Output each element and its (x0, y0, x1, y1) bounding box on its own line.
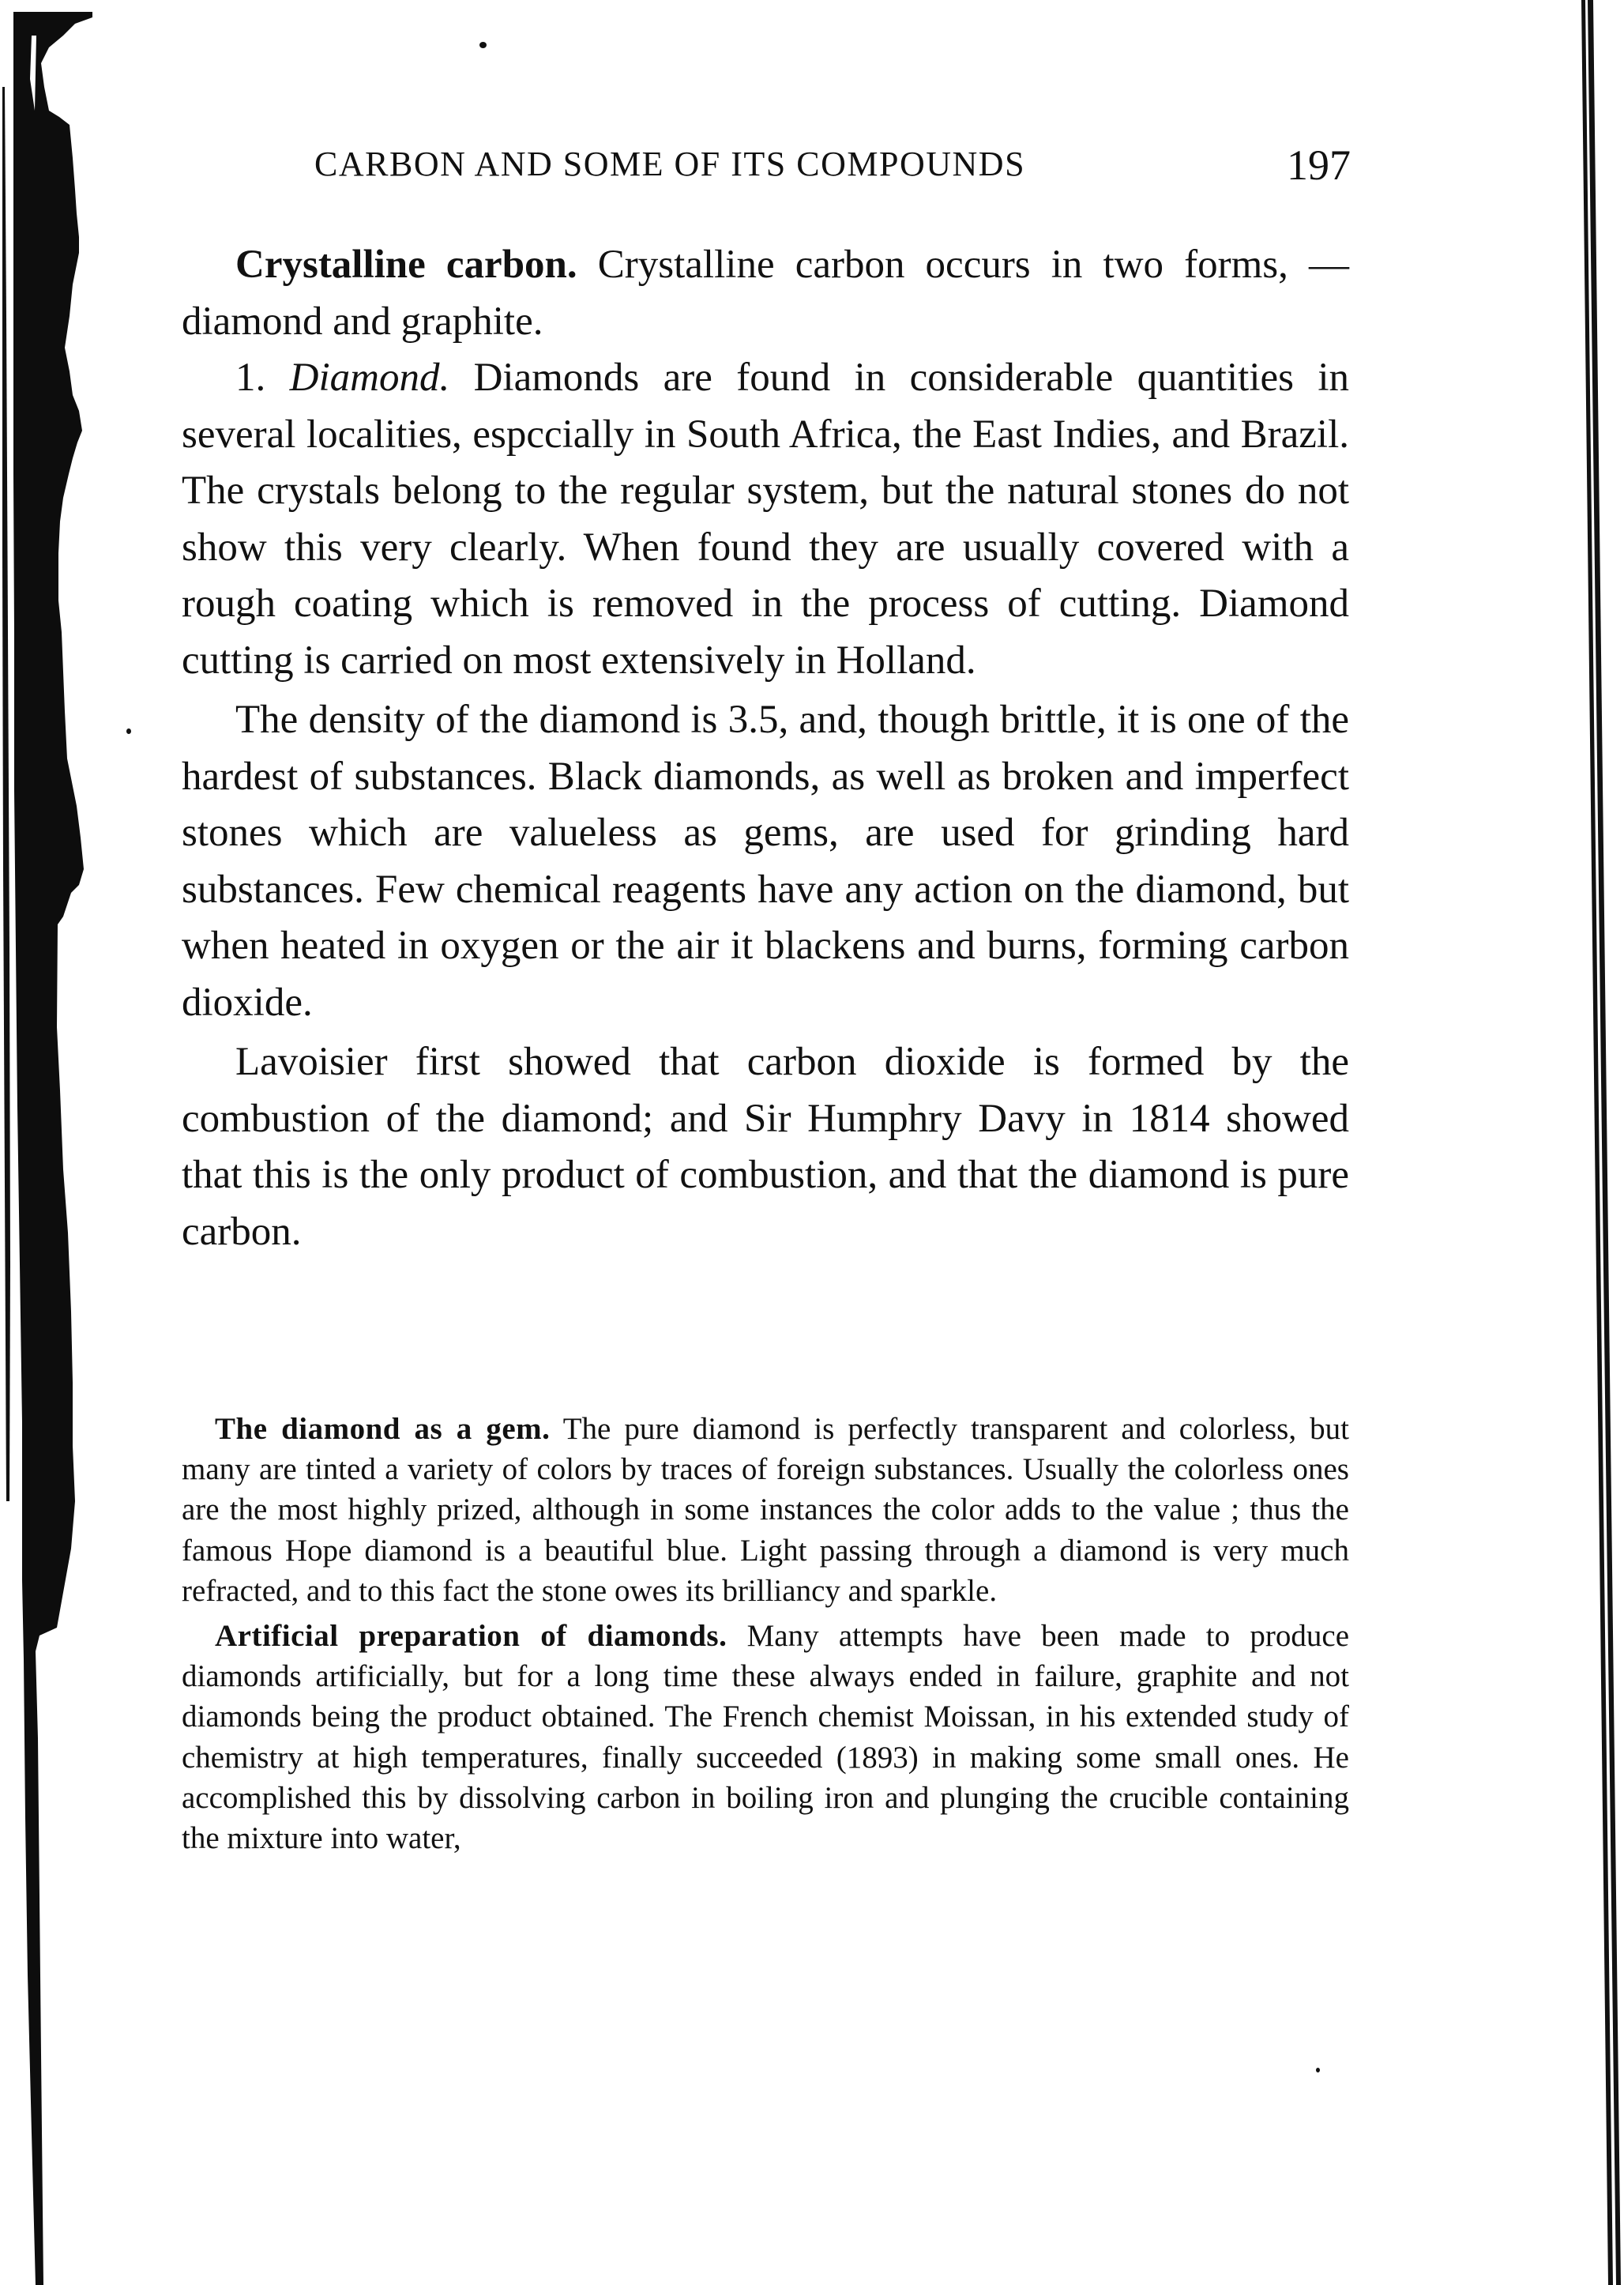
main-text (182, 237, 1349, 1260)
section-heading: Crystalline carbon. (235, 243, 577, 287)
subsection-heading: Diamond. (289, 356, 450, 400)
section-heading: Artificial preparation of diamonds. (215, 1619, 727, 1654)
paragraph-lavoisier: Lavoisier first showed that carbon dioxide is formed by the combustion of the diamond; and Sir Humphry Davy in 1814 showed that this is the only product of combustion, and that the diamond is pure carbon. (182, 1040, 1349, 1254)
paragraph-density: The density of the diamond is 3.5, and, though brittle, it is one of the hardest of substances. Black diamonds, as well as broken and imperfect stones which are valueless as gems, are used for grinding hard substances. Few chemical reagents have any action on the diamond, but when heated in oxygen or the air it blackens and burns, forming carbon dioxide. (182, 698, 1349, 1025)
paragraph-artificial (182, 1616, 1349, 1858)
ink-speck (1316, 2068, 1320, 2072)
paragraph-text: Diamonds are found in considerable quantities in several localities, espccially in South Africa, the East Indies, and Brazil. The crystals belong to the regular system, but the natural stones do not show this very clearly. When found they are usually covered with a rough coating which is removed in the process of cutting. Diamond cutting is carried on most extensively in Holland. (182, 356, 1350, 683)
binding-shadow-left (0, 0, 190, 2285)
page-number: 197 (1287, 141, 1351, 189)
paragraph-diamond (182, 350, 1349, 689)
paragraph-gem (182, 1409, 1349, 1611)
chapter-title: CARBON AND SOME OF ITS COMPOUNDS (314, 145, 1026, 183)
paragraph-text: Many attempts have been made to produce diamonds artificially, but for a long time these always ended in failure, graphite and not diamonds being the product obtained. The French chemist Moissan, in his extended study of chemistry at high temperatures, finally succeeded (1893) in making some small ones. He accomplished this by dissolving carbon in boiling iron and plunging the crucible containing the mixture into water, (182, 1619, 1350, 1856)
paragraph-crystalline-carbon (182, 237, 1349, 350)
small-print-text (182, 1409, 1349, 1858)
page-edge-right (1548, 0, 1624, 2285)
ink-speck (126, 728, 131, 734)
list-number: 1. (235, 356, 290, 400)
paragraph-text: The pure diamond is perfectly transparent and colorless, but many are tinted a variety of colors by traces of foreign substances. Usually the colorless ones are the most highly prized, although in some instances the color adds to the value ; thus the famous Hope diamond is a beautiful blue. Light passing through a diamond is very much refracted, and to this fact the stone owes its brilliancy and sparkle. (182, 1412, 1349, 1608)
section-heading: The diamond as a gem. (215, 1412, 551, 1446)
ink-speck (479, 42, 487, 48)
paragraph-text: Crystalline carbon occurs in two forms, — diamond and graphite. (182, 243, 1349, 344)
running-head (314, 141, 1351, 199)
